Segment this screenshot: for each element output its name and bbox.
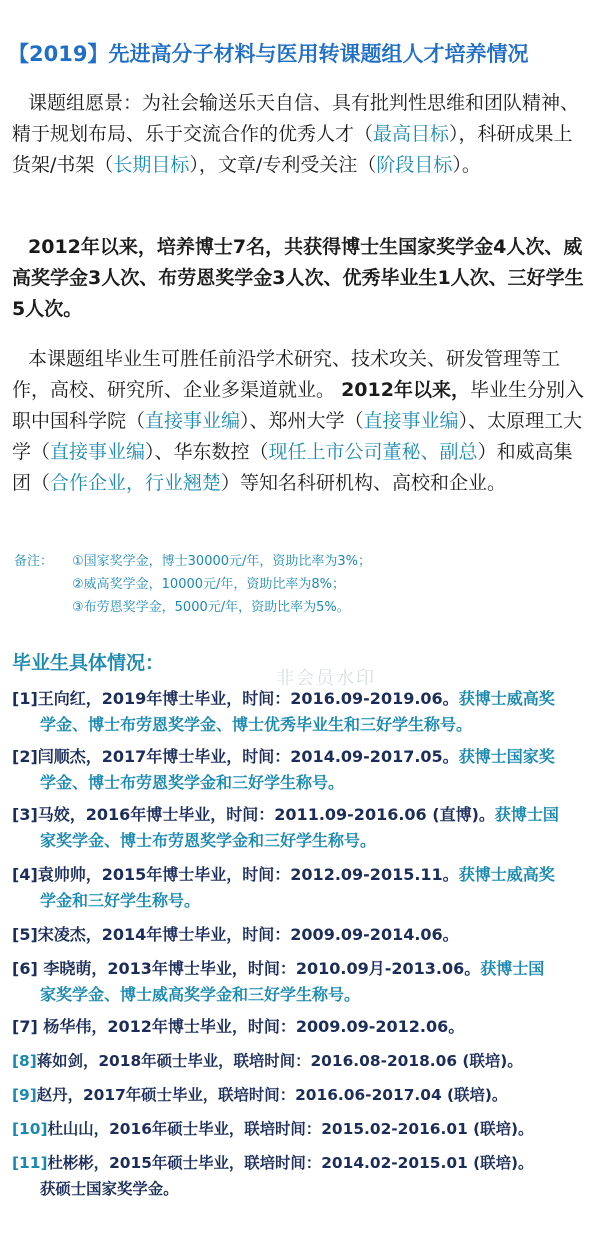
vision-goal-3: 阶段目标: [376, 154, 453, 176]
graduate-award: 获博士国家奖: [458, 747, 555, 766]
graduate-entry-3: [12, 802, 592, 854]
master-entry-10: [12, 1116, 592, 1142]
employment-e3: 直接事业编: [50, 441, 146, 463]
graduate-entry-5: [12, 922, 592, 948]
graduate-main: [2]闫顺杰，2017年博士毕业，时间：2014.09-2017.05。: [12, 747, 459, 766]
master-main: 杜彬彬，2015年硕士毕业，联培时间：2014.02-2015.01 (联培)。: [47, 1154, 534, 1172]
vision-end: ）。: [452, 154, 481, 176]
note-item: ①国家奖学金，博士30000元/年，资助比率为3%；: [72, 554, 372, 569]
employment-t3: ）、太原理工大学（: [12, 410, 583, 463]
employment-t2: ）、郑州大学（: [240, 410, 364, 432]
vision-goal-1: 最高目标: [373, 123, 450, 145]
note-item: ③布劳恩奖学金，5000元/年，资助比率为5%。: [72, 600, 350, 615]
employment-e1: 直接事业编: [145, 410, 241, 432]
note-item: ②威高奖学金，10000元/年，资助比率为8%；: [72, 577, 346, 592]
master-award: 获硕士国家奖学金。: [40, 1180, 179, 1198]
graduate-award-cont: 家奖学金、博士布劳恩奖学金和三好学生称号。: [40, 831, 377, 850]
graduate-entry-4: [12, 862, 592, 914]
graduate-award-cont: 家奖学金、博士威高奖学金和三好学生称号。: [40, 985, 361, 1004]
graduate-main: [1]王向红，2019年博士毕业，时间：2016.09-2019.06。: [12, 689, 459, 708]
employment-year: 2012年以来，: [341, 379, 470, 401]
graduate-main: [5]宋凌杰，2014年博士毕业，时间：2009.09-2014.06。: [12, 925, 459, 944]
employment-e2: 直接事业编: [363, 410, 459, 432]
graduate-entry-1: [12, 686, 592, 738]
graduate-award-cont: 学金、博士布劳恩奖学金、博士优秀毕业生和三好学生称号。: [40, 715, 473, 734]
stats-paragraph: 2012年以来，培养博士7名，共获得博士生国家奖学金4人次、威高奖学金3人次、布劳恩奖学金3人次、优秀毕业生1人次、三好学生5人次。: [12, 236, 584, 320]
vision-paragraph: [12, 88, 590, 181]
page-title: 【2019】先进高分子材料与医用转课题组人才培养情况: [8, 42, 529, 66]
master-index: [10]: [12, 1120, 48, 1138]
employment-t6: ）等知名科研机构、高校和企业。: [221, 472, 507, 494]
notes-block: [14, 550, 584, 619]
graduate-award: 获博士威高奖: [458, 865, 555, 884]
employment-t5: ）和威高集团（: [12, 441, 573, 494]
master-index: [9]: [12, 1086, 37, 1104]
master-entry-11: [12, 1150, 592, 1202]
graduate-entry-2: [12, 744, 592, 796]
notes-label: 备注：: [14, 554, 54, 569]
vision-goal-2: 长期目标: [113, 154, 190, 176]
graduate-entry-6: [12, 956, 592, 1008]
employment-e5: 合作企业，行业翘楚: [50, 472, 222, 494]
master-main: 杜山山，2016年硕士毕业，联培时间：2015.02-2016.01 (联培)。: [47, 1120, 534, 1138]
vision-mid-2: ），文章/专利受关注（: [189, 154, 377, 176]
graduate-entry-7: [12, 1014, 592, 1040]
graduate-main: [6] 李晓萌，2013年博士毕业，时间：2010.09月-2013.06。: [12, 959, 481, 978]
graduate-award: 获博士国: [480, 959, 545, 978]
master-entry-9: [12, 1082, 592, 1108]
master-main: 蒋如剑，2018年硕士毕业，联培时间：2016.08-2018.06 (联培)。: [36, 1052, 523, 1070]
vision-mid-1: ），科研成果上货架/书架（: [12, 123, 573, 176]
graduate-award-cont: 学金、博士布劳恩奖学金和三好学生称号。: [40, 773, 345, 792]
master-index: [11]: [12, 1154, 48, 1172]
master-index: [8]: [12, 1052, 37, 1070]
master-entry-8: [12, 1048, 592, 1074]
employment-t4: ）、华东数控（: [145, 441, 269, 463]
graduate-award: 获博士国: [494, 805, 559, 824]
employment-e4: 现任上市公司董秘、副总: [268, 441, 478, 463]
graduate-main: [4]袁帅帅，2015年博士毕业，时间：2012.09-2015.11。: [12, 865, 459, 884]
vision-lead: 课题组愿景：为社会输送乐天自信、具有批判性思维和团队精神、精于规划布局、乐于交流合作的优秀人才（: [12, 92, 580, 145]
master-main: 赵丹，2017年硕士毕业，联培时间：2016.06-2017.04 (联培)。: [36, 1086, 508, 1104]
graduate-award-cont: 学金和三好学生称号。: [40, 891, 201, 910]
employment-t1: 毕业生分别入职中国科学院（: [12, 379, 584, 432]
employment-lead: 本课题组毕业生可胜任前沿学术研究、技术攻关、研发管理等工作，高校、研究所、企业多渠道就业。: [12, 348, 561, 401]
graduate-main: [3]马姣，2016年博士毕业，时间：2011.09-2016.06 (直博)。: [12, 805, 495, 824]
graduates-heading: 毕业生具体情况：: [12, 652, 165, 674]
graduate-award: 获博士威高奖: [458, 689, 555, 708]
graduate-main: [7] 杨华伟，2012年博士毕业，时间：2009.09-2012.06。: [12, 1017, 465, 1036]
watermark: 非会员水印: [276, 668, 376, 689]
employment-paragraph: [12, 344, 590, 499]
